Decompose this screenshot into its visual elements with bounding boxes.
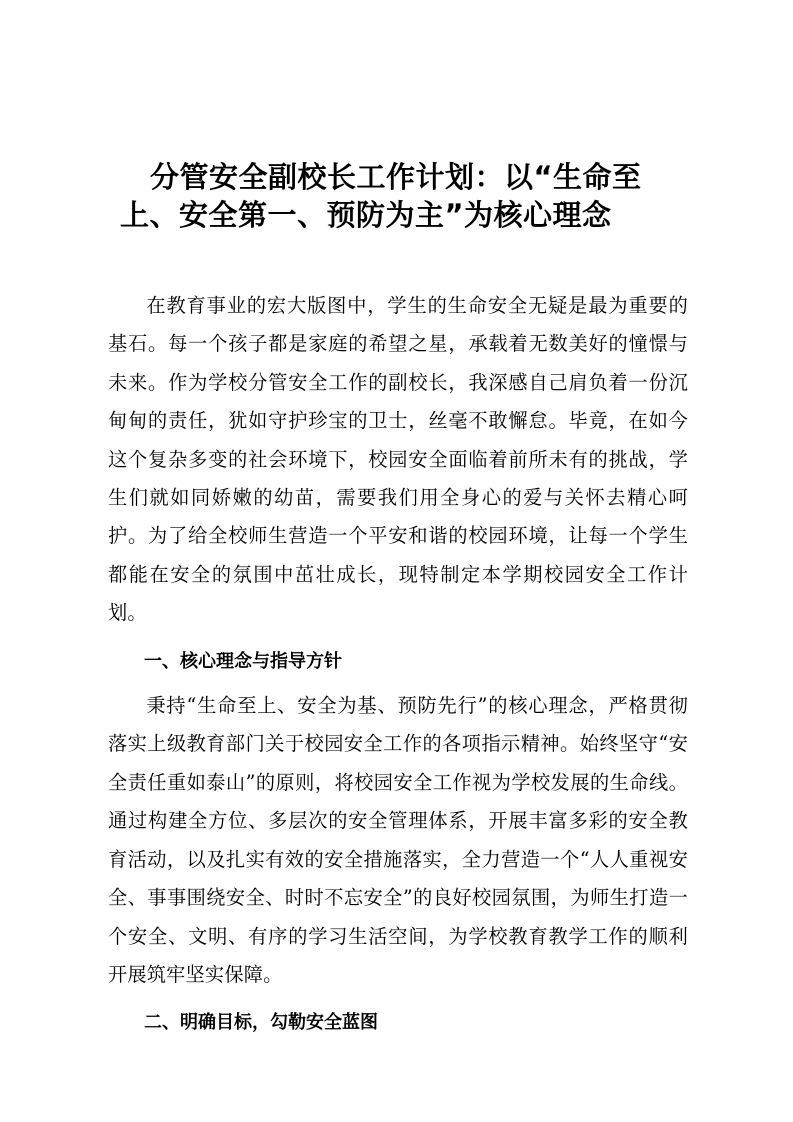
document-title bbox=[120, 158, 700, 234]
intro-paragraph: 在教育事业的宏大版图中，学生的生命安全无疑是最为重要的基石。每一个孩子都是家庭的希望之星，承载着无数美好的憧憬与未来。作为学校分管安全工作的副校长，我深感自己肩负着一份沉甸甸的责任，犹如守护珍宝的卫士，丝毫不敢懈怠。毕竟，在如今这个复杂多变的社会环境下，校园安全面临着前所未有的挑战，学生们就如同娇嫩的幼苗，需要我们用全身心的爱与关怀去精心呵护。为了给全校师生营造一个平安和谐的校园环境，让每一个学生都能在安全的氛围中茁壮成长，现特制定本学期校园安全工作计划。 bbox=[108, 294, 688, 625]
section-1-paragraph: 秉持“生命至上、安全为基、预防先行”的核心理念，严格贯彻落实上级教育部门关于校园安全工作的各项指示精神。始终坚守“安全责任重如泰山”的原则，将校园安全工作视为学校发展的生命线。通过构建全方位、多层次的安全管理体系，开展丰富多彩的安全教育活动，以及扎实有效的安全措施落实，全力营造一个“人人重视安全、事事围绕安全、时时不忘安全”的良好校园氛围，为师生打造一个安全、文明、有序的学习生活空间，为学校教育教学工作的顺利开展筑牢坚实保障。 bbox=[108, 694, 688, 986]
section-heading-1: 一、核心理念与指导方针 bbox=[144, 650, 342, 672]
document-body bbox=[108, 287, 688, 1049]
section-heading-2: 二、明确目标，勾勒安全蓝图 bbox=[144, 1012, 378, 1034]
title-line-2: 上、安全第一、预防为主”为核心理念 bbox=[120, 198, 612, 232]
title-line-1: 分管安全副校长工作计划：以“生命至 bbox=[150, 160, 642, 194]
